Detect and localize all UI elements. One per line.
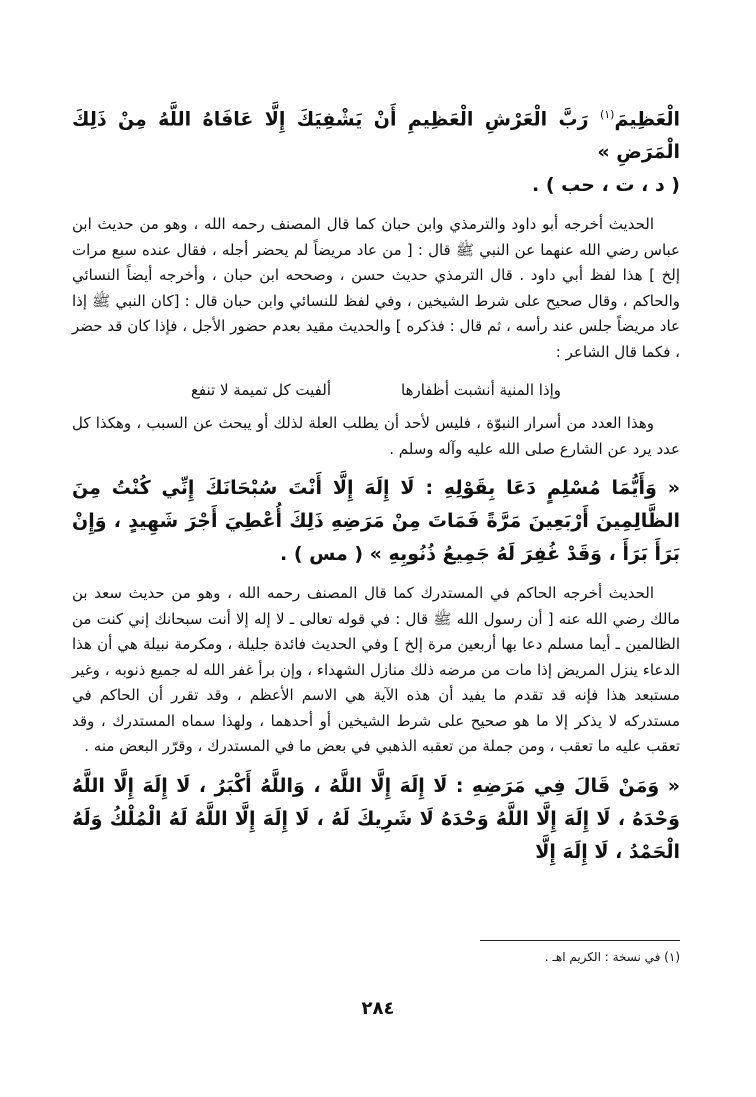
footnote: (١) في نسخة : الكريم اهـ . — [544, 950, 680, 964]
hadith-1-line-start: الْعَظِيمَ — [614, 108, 680, 131]
hadith-1-source: ( د ، ت ، حب ) . — [532, 174, 680, 197]
verse-hemistich-1: وإذا المنية أنشبت أظفارها — [401, 381, 562, 400]
hadith-text-1 — [72, 98, 680, 202]
hadith-text-2 — [72, 472, 680, 571]
footnote-reference: (١) — [599, 108, 615, 121]
hadith-2-body: « وَأَيُّمَا مُسْلِمٍ دَعَا بِقَوْلِهِ : لَا إِلَهَ إِلَّا أَنْتَ سُبْحَانَكَ إِنِّي كُنْتُ مِنَ الظَّالِمِينَ أَرْبَعِينَ مَرَّةً فَمَاتَ مِنْ مَرَضِهِ ذَلِكَ أُعْطِيَ أَجْرَ شَهِيدٍ ، وَإِنْ بَرَأَ بَرَأَ ، وَقَدْ غُفِرَ لَهُ جَمِيعُ ذُنُوبِهِ » — [72, 477, 680, 566]
footnote-divider — [480, 940, 680, 941]
hadith-text-3 — [72, 770, 680, 869]
hadith-3-body: « وَمَنْ قَالَ فِي مَرَضِهِ : لَا إِلَهَ إِلَّا اللَّهُ ، وَاللَّهُ أَكْبَرُ ، لَا إِلَهَ إِلَّا اللَّهُ وَحْدَهُ ، لَا إِلَهَ إِلَّا اللَّهُ وَحْدَهُ لَا شَرِيكَ لَهُ ، لَا إِلَهَ إِلَّا اللَّهُ لَهُ الْمُلْكُ وَلَهُ الْحَمْدُ ، لَا إِلَهَ إِلَّا — [72, 774, 680, 863]
commentary-paragraph-1b: وهذا العدد من أسرار النبوّة ، فليس لأحد أن يطلب العلة لذلك أو يبحث عن السبب ، وهكذا كل عدد يرد عن الشارع صلى الله عليه وآله وسلم . — [72, 414, 680, 458]
poetry-verse — [72, 377, 680, 403]
commentary-paragraph-1: الحديث أخرجه أبو داود والترمذي وابن حبان كما قال المصنف رحمه الله ، وهو من حديث ابن عباس رضي الله عنهما عن النبي ﷺ قال : [ من عاد مريضاً لم يحضر أجله ، فقال عنده سبع مرات إلخ ] هذا لفظ أبي داود . قال الترمذي حديث حسن ، وصححه ابن حبان ، وأخرجه أيضاً النسائي والحاكم ، وقال صحيح على شرط الشيخين ، وفي لفظ للنسائي وابن حبان قال : [كان النبي ﷺ إذا عاد مريضاً جلس عند رأسه ، ثم قال : فذكره ] والحديث مقيد بعدم حضور الأجل ، فإذا كان قد حضر ، فكما قال الشاعر : — [72, 215, 680, 361]
page-body — [72, 98, 680, 869]
hadith-2-source: ( مس ) . — [279, 543, 364, 566]
hadith-1-line-rest: رَبَّ الْعَرْشِ الْعَظِيمِ أَنْ يَشْفِيَكَ إِلَّا عَافَاهُ اللَّهُ مِنْ ذَلِكَ الْمَرَضِ » — [72, 108, 680, 164]
page-number: ٢٨٤ — [361, 998, 395, 1019]
commentary-paragraph-2: الحديث أخرجه الحاكم في المستدرك كما قال المصنف رحمه الله ، وهو من حديث سعد بن مالك رضي الله عنه [ أن رسول الله ﷺ قال : في قوله تعالى ـ لا إله إلا أنت سبحانك إني كنت من الظالمين ـ أيما مسلم دعا بها أربعين مرة إلخ ] وفي الحديث فائدة جليلة ، ومكرمة نبيلة هي أن هذا الدعاء ينزل المريض إذا مات من مرضه ذلك منازل الشهداء ، وإن برأ غفر الله له جميع ذنوبه ، وغير مستبعد هذا فإنه قد تقدم ما يفيد أن هذه الآية هي الاسم الأعظم ، وقد تقرر أن الحاكم في مستدركه لا يذكر إلا ما هو صحيح على شرط الشيخين أو أحدهما ، ولهذا سماه المستدرك ، وقد تعقب عليه ما تعقب ، ومن جملة من تعقبه الذهبي في بعض ما في المستدرك ، وقرّر البعض منه . — [72, 584, 680, 756]
verse-hemistich-2: ألفيت كل تميمة لا تنفع — [190, 381, 332, 400]
